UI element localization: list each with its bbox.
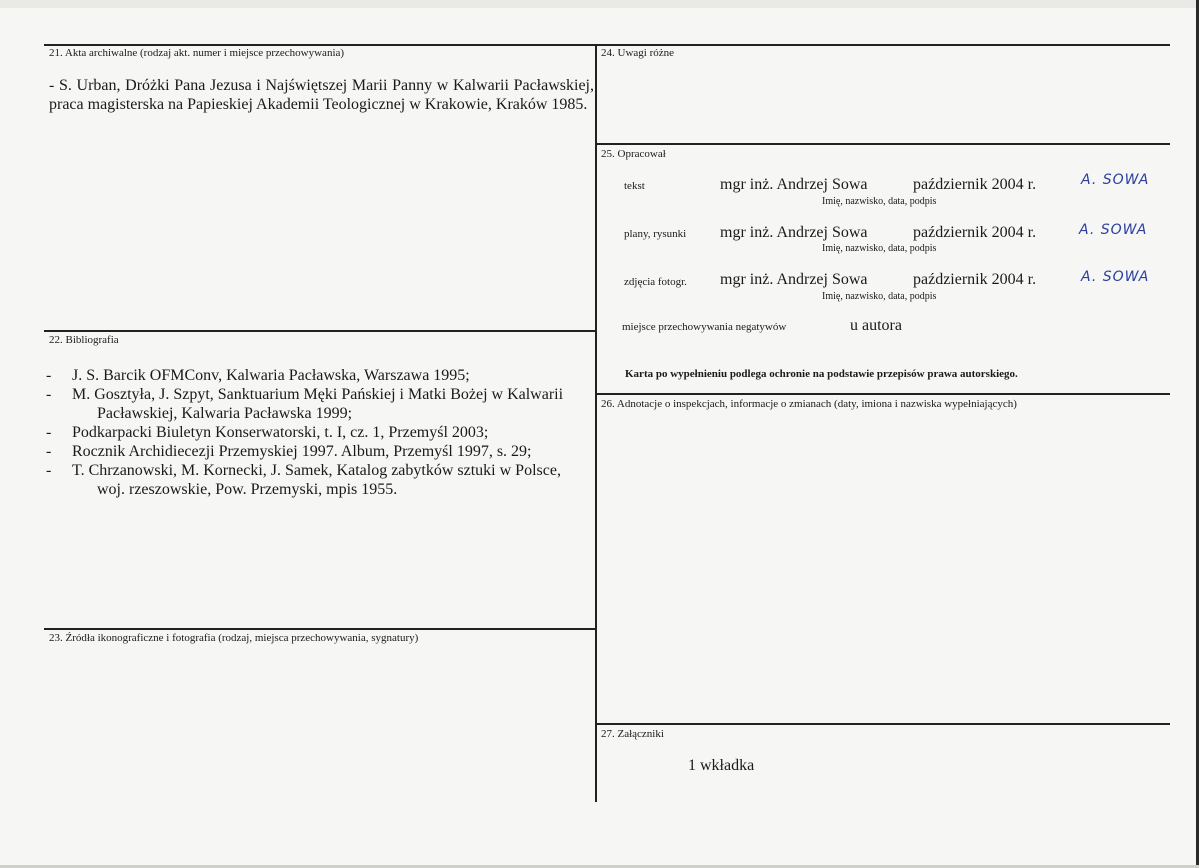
bibliography-entry: Rocznik Archidiecezji Przemyskiej 1997. Album, Przemyśl 1997, s. 29; — [72, 443, 532, 460]
bibliography-entry: M. Gosztyła, J. Szpyt, Sanktuarium Męki Pańskiej i Matki Bożej w Kalwarii Pacławskiej, Kalwaria Pacławska 1999; — [72, 386, 564, 422]
top-rule — [44, 44, 1170, 46]
signature-drawings: A. SOWA — [1079, 222, 1148, 238]
author-date-text: październik 2004 r. — [913, 176, 1037, 193]
list-dash: - — [46, 424, 52, 441]
rule-26 — [595, 393, 1170, 395]
section-25-label: 25. Opracował — [601, 148, 666, 160]
list-dash: - — [46, 367, 52, 384]
list-item — [46, 423, 588, 442]
bibliography-entry: T. Chrzanowski, M. Kornecki, J. Samek, Katalog zabytków sztuki w Polsce, woj. rzeszowskie, Pow. Przemyski, mpis 1955. — [72, 462, 561, 498]
section-27-label: 27. Załączniki — [601, 728, 664, 740]
list-item — [46, 366, 588, 385]
center-divider — [595, 44, 597, 802]
author-name-drawings: mgr inż. Andrzej Sowa — [720, 224, 868, 241]
rule-25 — [595, 143, 1170, 145]
list-dash: - — [46, 443, 52, 460]
section-26-label: 26. Adnotacje o inspekcjach, informacje o zmianach (daty, imiona i nazwiska wypełniających) — [601, 398, 1017, 410]
author-sub-caption: Imię, nazwisko, data, podpis — [822, 196, 937, 207]
signature-photos: A. SOWA — [1081, 269, 1150, 285]
author-role-photos: zdjęcia fotogr. — [624, 276, 687, 288]
bibliography-entry: J. S. Barcik OFMConv, Kalwaria Pacławska, Warszawa 1995; — [72, 367, 470, 384]
section-23-label: 23. Źródła ikonograficzne i fotografia (rodzaj, miejsca przechowywania, sygnatury) — [49, 632, 419, 644]
author-name-photos: mgr inż. Andrzej Sowa — [720, 271, 868, 288]
negatives-value: u autora — [850, 317, 902, 334]
bibliography-entry: Podkarpacki Biuletyn Konserwatorski, t. I, cz. 1, Przemyśl 2003; — [72, 424, 489, 441]
section-24-label: 24. Uwagi różne — [601, 47, 675, 59]
page-top-edge — [0, 0, 1199, 8]
list-item — [46, 385, 588, 423]
author-sub-caption: Imię, nazwisko, data, podpis — [822, 291, 937, 302]
list-item — [46, 442, 588, 461]
author-date-drawings: październik 2004 r. — [913, 224, 1037, 241]
author-sub-caption: Imię, nazwisko, data, podpis — [822, 243, 937, 254]
rule-22 — [44, 330, 597, 332]
rule-23 — [44, 628, 597, 630]
author-role-drawings: plany, rysunki — [624, 228, 687, 240]
author-role-text: tekst — [624, 180, 645, 192]
signature-text: A. SOWA — [1081, 172, 1150, 188]
negatives-label: miejsce przechowywania negatywów — [622, 321, 787, 333]
list-dash: - — [46, 386, 52, 403]
author-name-text: mgr inż. Andrzej Sowa — [720, 176, 868, 193]
copyright-notice: Karta po wypełnieniu podlega ochronie na podstawie przepisów prawa autorskiego. — [625, 368, 1018, 380]
section-21-text: - S. Urban, Dróżki Pana Jezusa i Najświętszej Marii Panny w Kalwarii Pacławskiej, praca magisterska na Papieskiej Akademii Teologicznej w Krakowie, Kraków 1985. — [49, 77, 594, 113]
list-dash: - — [46, 462, 52, 479]
section-22-label: 22. Bibliografia — [49, 334, 119, 346]
author-date-photos: październik 2004 r. — [913, 271, 1037, 288]
attachments-value: 1 wkładka — [688, 757, 755, 774]
list-item — [46, 461, 588, 499]
section-21-label: 21. Akta archiwalne (rodzaj akt. numer i miejsce przechowywania) — [49, 47, 345, 59]
rule-27 — [595, 723, 1170, 725]
bibliography-list — [46, 366, 588, 499]
